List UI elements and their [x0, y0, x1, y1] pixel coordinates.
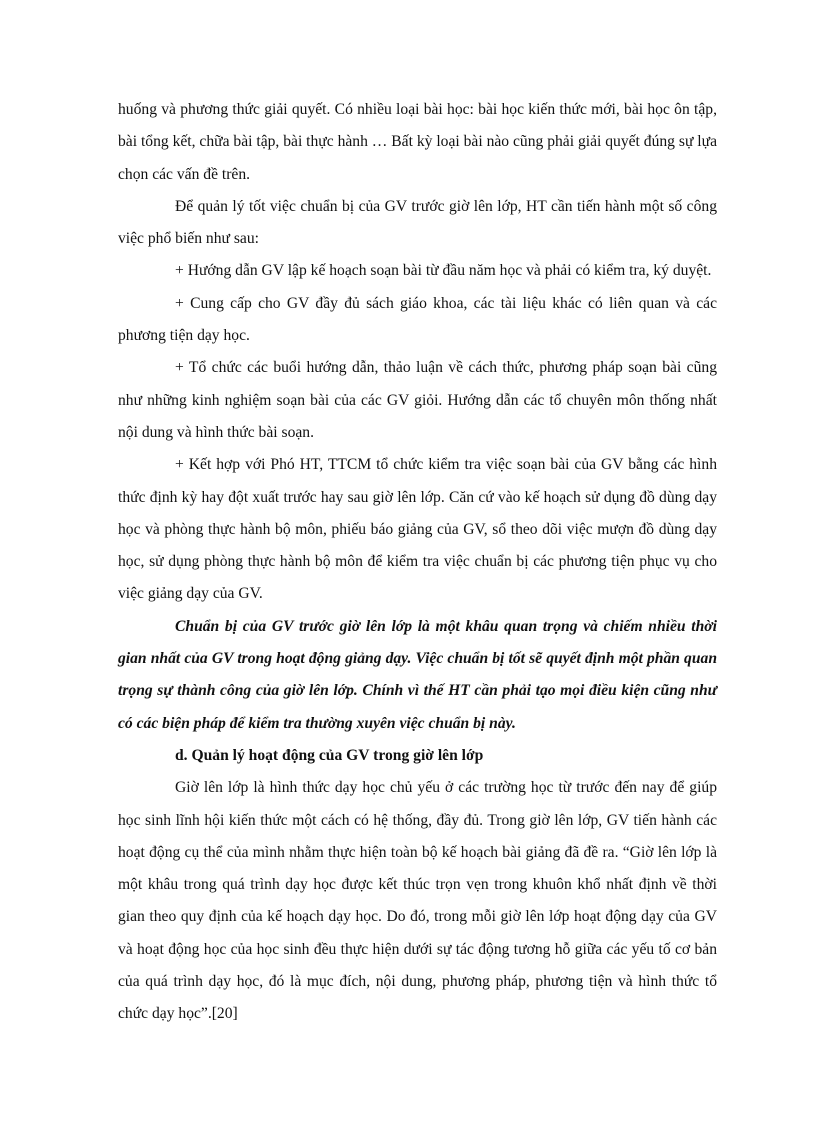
list-item-lesson-plan: + Hướng dẫn GV lập kế hoạch soạn bài từ đầu năm học và phải có kiểm tra, ký duyệt. — [175, 262, 712, 280]
section-heading: d. Quản lý hoạt động của GV trong giờ lên lớp — [175, 746, 484, 764]
paragraph-continuation: huống và phương thức giải quyết. Có nhiều loại bài học: bài học kiến thức mới, bài học ôn tập, bài tổng kết, chữa bài tập, bài thực hành … Bất kỳ loại bài nào cũng phải giải quyết đúng sự lựa chọn các vấn đề trên. — [118, 101, 717, 183]
list-item-inspection: + Kết hợp với Phó HT, TTCM tổ chức kiểm tra việc soạn bài của GV bằng các hình thức định kỳ hay đột xuất trước hay sau giờ lên lớp. Căn cứ vào kế hoạch sử dụng đồ dùng dạy học và phòng thực hành bộ môn, phiếu báo giảng của GV, sổ theo dõi việc mượn đồ dùng dạy học, sử dụng phòng thực hành bộ môn để kiểm tra việc chuẩn bị các phương tiện phục vụ cho việc giảng dạy của GV. — [118, 456, 717, 603]
document-page — [118, 94, 717, 1031]
paragraph-classroom-activity: Giờ lên lớp là hình thức dạy học chủ yếu ở các trường học từ trước đến nay để giúp học sinh lĩnh hội kiến thức một cách có hệ thống, đầy đủ. Trong giờ lên lớp, GV tiến hành các hoạt động cụ thể của mình nhằm thực hiện toàn bộ kế hoạch bài giảng đã đề ra. “Giờ lên lớp là một khâu trong quá trình dạy học được kết thúc trọn vẹn trong khuôn khổ nhất định về thời gian theo quy định của kế hoạch dạy học. Do đó, trong mỗi giờ lên lớp hoạt động dạy của GV và hoạt động học của học sinh đều thực hiện dưới sự tác động tương hỗ giữa các yếu tố cơ bản của quá trình dạy học, đó là mục đích, nội dung, phương pháp, phương tiện và hình thức tổ chức dạy học”.[20] — [118, 779, 717, 1023]
paragraph-emphasis-conclusion: Chuẩn bị của GV trước giờ lên lớp là một khâu quan trọng và chiếm nhiều thời gian nhất của GV trong hoạt động giảng dạy. Việc chuẩn bị tốt sẽ quyết định một phần quan trọng sự thành công của giờ lên lớp. Chính vì thế HT cần phải tạo mọi điều kiện cũng như có các biện pháp để kiểm tra thường xuyên việc chuẩn bị này. — [118, 617, 717, 732]
list-item-workshops: + Tổ chức các buổi hướng dẫn, thảo luận về cách thức, phương pháp soạn bài cũng như những kinh nghiệm soạn bài của các GV giỏi. Hướng dẫn các tổ chuyên môn thống nhất nội dung và hình thức bài soạn. — [118, 359, 717, 441]
list-item-materials: + Cung cấp cho GV đầy đủ sách giáo khoa, các tài liệu khác có liên quan và các phương tiện dạy học. — [118, 294, 717, 345]
paragraph-intro-tasks: Để quản lý tốt việc chuẩn bị của GV trước giờ lên lớp, HT cần tiến hành một số công việc phổ biến như sau: — [118, 197, 717, 248]
